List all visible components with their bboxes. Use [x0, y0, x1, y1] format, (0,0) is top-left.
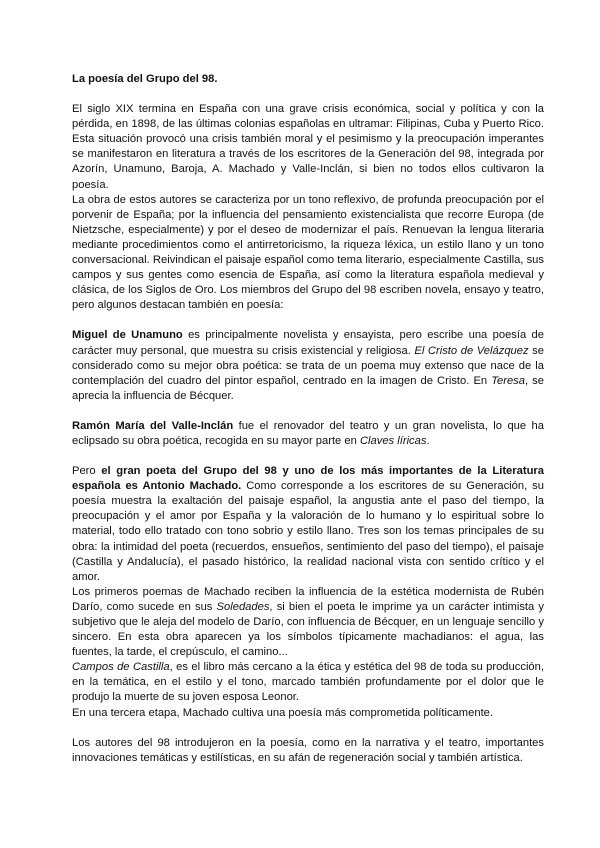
characteristics-paragraph: La obra de estos autores se caracteriza por un tono reflexivo, de profunda preocupación por el porvenir de España; por la influencia del pensamiento existencialista que recorre Europa (de Nietzsche, especialmente) y por el deseo de modernizar el país. Renuevan la lengua literaria mediante procedimientos como el antirretoricismo, la riqueza léxica, un estilo llano y un tono conversacional. Reivindican el paisaje español como tema literario, especialmente Castilla, sus campos y sus gentes como esencia de España, así como la literatura española medieval y clásica, de los Siglos de Oro. Los miembros del Grupo del 98 escriben novela, ensayo y teatro, pero algunos destacan también en poesía:	[72, 193, 544, 312]
work-title: Campos de Castilla	[72, 661, 170, 674]
machado-campos-paragraph: Campos de Castilla, es el libro más cercano a la ética y estética del 98 de toda su producción, en la temática, en el estilo y el tono, marcado también profundamente por el dolor que le produjo la muerte de su joven esposa Leonor.	[72, 661, 544, 704]
machado-paragraph: Pero el gran poeta del Grupo del 98 y uno de los más importantes de la Literatura española es Antonio Machado. Como corresponde a los escritores de su Generación, su poesía muestra la exaltación del paisaje español, la angustia ante el paso del tiempo, la preocupación y el amor por España y la valoración de lo humano y lo espiritual sobre lo material, todo ello tratado con tono sobrio y estilo llano. Tres son los temas principales de su obra: la intimidad del poeta (recuerdos, ensueños, sentimiento del paso del tiempo), el paisaje (Castilla y Andalucía), el pasado histórico, la realidad nacional vista con sentido crítico y el amor.	[72, 465, 544, 583]
document-title: La poesía del Grupo del 98.	[72, 73, 218, 85]
work-title: El Cristo de Velázquez	[414, 344, 529, 357]
machado-highlight: el gran poeta del Grupo del 98 y uno de los más importantes de la Literatura española es Antonio Machado.	[72, 465, 544, 493]
unamuno-name: Miguel de Unamuno	[72, 329, 183, 342]
work-title: Claves líricas	[359, 434, 427, 447]
closing-paragraph: Los autores del 98 introdujeron en la poesía, como en la narrativa y el teatro, importantes innovaciones temáticas y estilísticas, en su afán de regeneración social y también artística.	[72, 736, 544, 764]
valle-name: Ramón María del Valle-Inclán	[72, 419, 234, 432]
valle-paragraph: Ramón María del Valle-Inclán fue el renovador del teatro y un gran novelista, lo que ha eclipsado su obra poética, recogida en su mayor parte en Claves líricas.	[72, 419, 544, 447]
machado-soledades-paragraph: Los primeros poemas de Machado reciben la influencia de la estética modernista de Rubén Darío, como sucede en sus Soledades, si bien el poeta le imprime ya un carácter intimista y subjetivo que le aleja del modelo de Darío, con influencia de Bécquer, en un lenguaje sencillo y sincero. En esta obra aparecen ya los símbolos típicamente machadianos: el agua, las fuentes, la tarde, el crepúsculo, el camino...	[72, 585, 544, 659]
machado-third-stage-paragraph: En una tercera etapa, Machado cultiva una poesía más comprometida políticamente.	[72, 706, 494, 719]
unamuno-paragraph: Miguel de Unamuno es principalmente novelista y ensayista, pero escribe una poesía de carácter muy personal, que muestra su crisis existencial y religiosa. El Cristo de Velázquez se considerado como su mejor obra poética: se trata de un poema muy extenso que nace de la contemplación del cuadro del pintor español, centrado en la imagen de Cristo. En Teresa, se aprecia la influencia de Bécquer.	[72, 329, 544, 402]
intro-paragraph: El siglo XIX termina en España con una grave crisis económica, social y política y con la pérdida, en 1898, de las últimas colonias españolas en ultramar: Filipinas, Cuba y Puerto Rico. Esta situación provocó una crisis también moral y el pesimismo y la preocupación imperantes se manifestaron en literatura a través de los escritores de la Generación del 98, integrada por Azorín, Unamuno, Baroja, A. Machado y Valle-Inclán, si bien no todos ellos cultivaron la poesía.	[72, 103, 544, 191]
work-title: Teresa	[491, 374, 525, 387]
work-title: Soledades	[216, 600, 270, 613]
